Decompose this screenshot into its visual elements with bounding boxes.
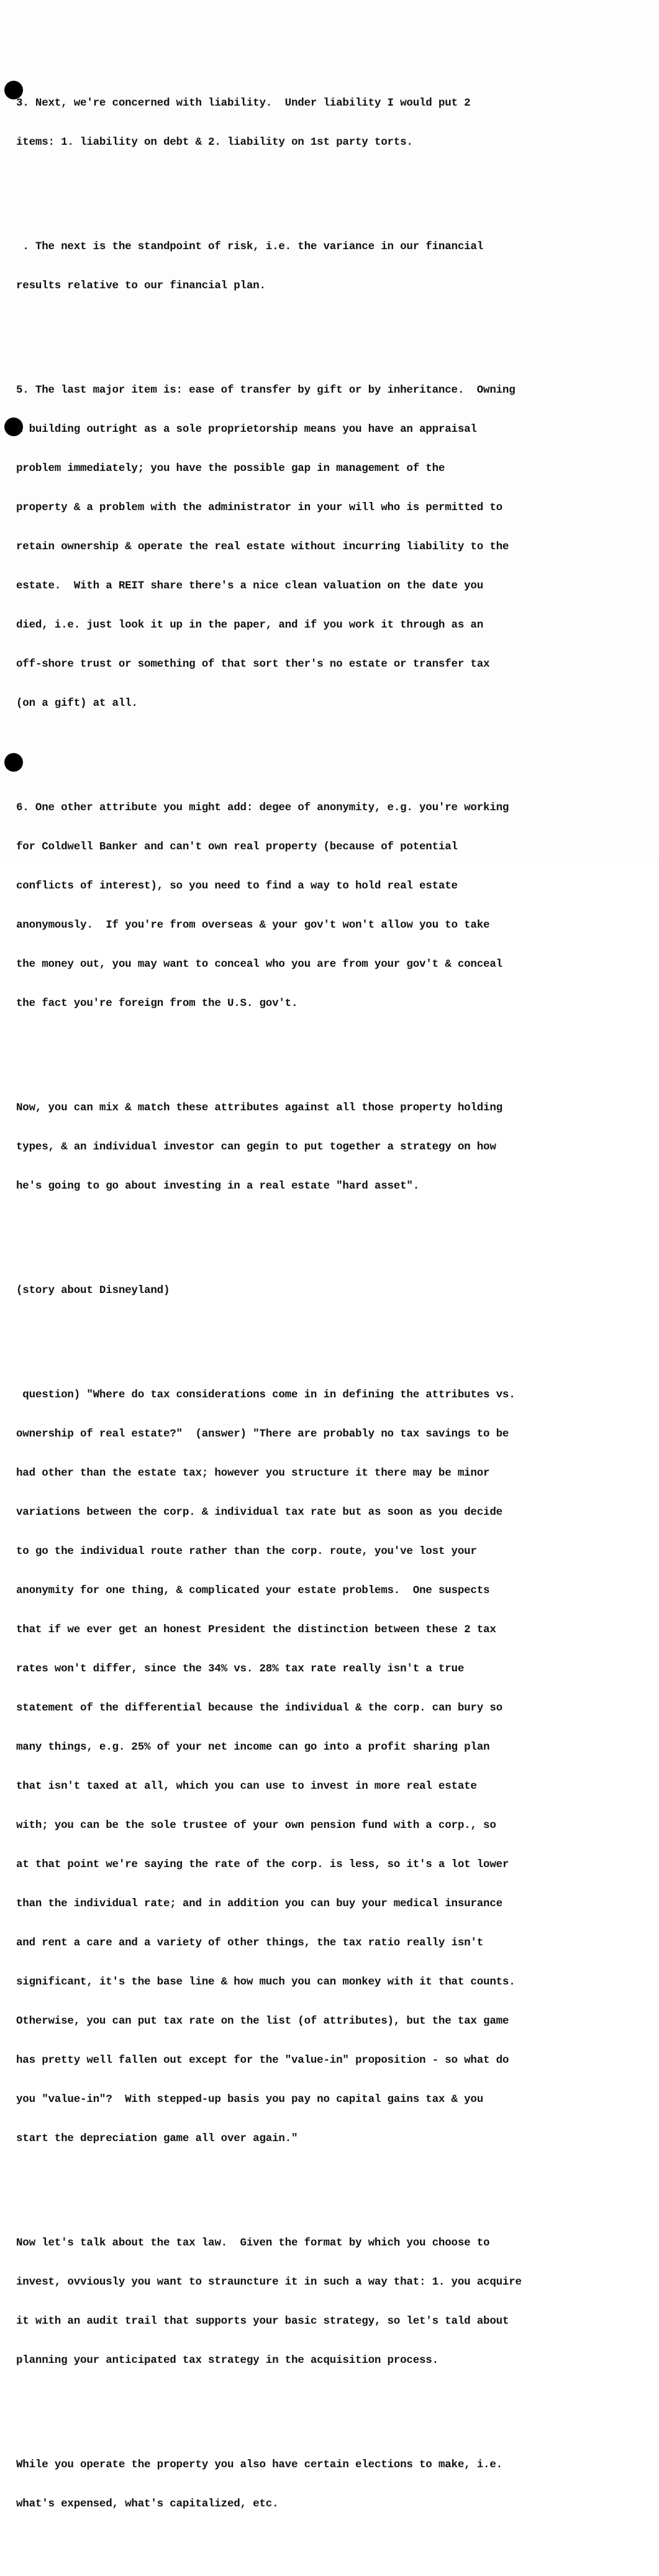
text-line: . The next is the standpoint of risk, i.e. the variance in our financial — [16, 240, 484, 253]
paragraph-question — [16, 1363, 656, 2172]
text-line: question) "Where do tax considerations come in in defining the attributes vs. — [16, 1389, 516, 1401]
text-line: it with an audit trail that supports your basic strategy, so let's tald about — [16, 2315, 509, 2327]
text-line: that isn't taxed at all, which you can use to invest in more real estate — [16, 1780, 477, 1793]
text-line: significant, it's the base line & how much you can monkey with it that counts. — [16, 1976, 516, 1988]
text-line: ownership of real estate?" (answer) "There are probably no tax savings to be — [16, 1428, 509, 1440]
text-line: types, & an individual investor can gegin to put together a strategy on how — [16, 1141, 496, 1153]
text-line: the fact you're foreign from the U.S. gov't. — [16, 997, 298, 1010]
paragraph-item-6 — [16, 775, 656, 1036]
text-line: property & a problem with the administrator in your will who is permitted to — [16, 501, 502, 514]
text-line: retain ownership & operate the real estate without incurring liability to the — [16, 541, 509, 553]
text-line: While you operate the property you also have certain elections to make, i.e. — [16, 2459, 502, 2471]
text-line: Now, you can mix & match these attributes against all those property holding — [16, 1102, 502, 1114]
text-line: statement of the differential because the individual & the corp. can bury so — [16, 1702, 502, 1714]
text-line: (story about Disneyland) — [16, 1284, 170, 1297]
paragraph-item-5 — [16, 358, 656, 736]
text-line: start the depreciation game all over again." — [16, 2132, 298, 2145]
paragraph-story — [16, 1258, 656, 1323]
text-line: you "value-in"? With stepped-up basis you pay no capital gains tax & you — [16, 2093, 484, 2106]
paragraph-tax-law — [16, 2211, 656, 2393]
text-line: died, i.e. just look it up in the paper, and if you work it through as an — [16, 619, 484, 631]
paragraph-operate — [16, 2432, 656, 2537]
text-line: problem immediately; you have the possible gap in management of the — [16, 462, 445, 475]
text-line: planning your anticipated tax strategy in the acquisition process. — [16, 2354, 439, 2367]
text-line: Otherwise, you can put tax rate on the list (of attributes), but the tax game — [16, 2015, 509, 2027]
text-line: to go the individual route rather than the corp. route, you've lost your — [16, 1545, 477, 1558]
text-line: Now let's talk about the tax law. Given the format by which you choose to — [16, 2237, 490, 2249]
text-line: rates won't differ, since the 34% vs. 28% tax rate really isn't a true — [16, 1663, 465, 1675]
text-line: the money out, you may want to conceal who you are from your gov't & conceal — [16, 958, 502, 971]
text-line: that if we ever get an honest President the distinction between these 2 tax — [16, 1624, 496, 1636]
text-line: items: 1. liability on debt & 2. liability on 1st party torts. — [16, 136, 413, 148]
paragraph-item-3 — [16, 71, 656, 175]
paragraph-mix-match — [16, 1076, 656, 1219]
text-line: he's going to go about investing in a real estate "hard asset". — [16, 1180, 420, 1192]
text-line: off-shore trust or something of that sort ther's no estate or transfer tax — [16, 658, 490, 670]
text-line: with; you can be the sole trustee of your own pension fund with a corp., so — [16, 1819, 496, 1832]
text-line: many things, e.g. 25% of your net income can go into a profit sharing plan — [16, 1741, 490, 1753]
text-line: variations between the corp. & individual tax rate but as soon as you decide — [16, 1506, 502, 1519]
text-line: results relative to our financial plan. — [16, 280, 266, 292]
text-line: conflicts of interest), so you need to find a way to hold real estate — [16, 880, 458, 892]
text-line: at that point we're saying the rate of the corp. is less, so it's a lot lower — [16, 1858, 509, 1871]
text-line: a building outright as a sole proprietorship means you have an appraisal — [16, 423, 477, 436]
text-line: anonymity for one thing, & complicated your estate problems. One suspects — [16, 1584, 490, 1597]
document-text — [16, 45, 656, 2576]
text-line: (on a gift) at all. — [16, 697, 138, 710]
text-line: 5. The last major item is: ease of transfer by gift or by inheritance. Owning — [16, 384, 516, 396]
text-line: what's expensed, what's capitalized, etc. — [16, 2498, 279, 2510]
text-line: for Coldwell Banker and can't own real property (because of potential — [16, 841, 458, 853]
paragraph-item-4 — [16, 214, 656, 319]
text-line: invest, ovviously you want to strauncture it in such a way that: 1. you acquire — [16, 2276, 522, 2288]
text-line: 6. One other attribute you might add: degee of anonymity, e.g. you're working — [16, 802, 509, 814]
text-line: than the individual rate; and in addition you can buy your medical insurance — [16, 1898, 502, 1910]
text-line: and rent a care and a variety of other things, the tax ratio really isn't — [16, 1937, 484, 1949]
text-line: 3. Next, we're concerned with liability. Under liability I would put 2 — [16, 97, 471, 109]
text-line: estate. With a REIT share there's a nice clean valuation on the date you — [16, 580, 484, 592]
text-line: had other than the estate tax; however you structure it there may be minor — [16, 1467, 490, 1479]
text-line: has pretty well fallen out except for the "value-in" proposition - so what do — [16, 2054, 509, 2067]
text-line: anonymously. If you're from overseas & your gov't won't allow you to take — [16, 919, 490, 931]
